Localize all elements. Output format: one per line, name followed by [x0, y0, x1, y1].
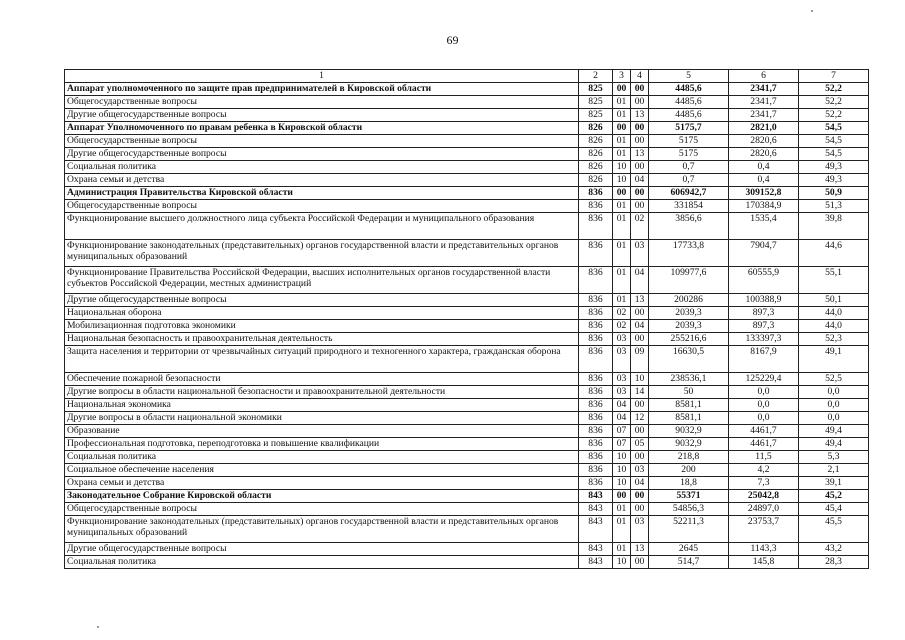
value-percent: 45,2 [799, 490, 869, 503]
table-row [65, 543, 869, 556]
value-plan: 606942,7 [649, 187, 729, 200]
table-row [65, 556, 869, 569]
row-name: Функционирование законодательных (представительных) органов государственной власти и представительных органов муниципальных образований [65, 240, 579, 267]
table-row [65, 412, 869, 425]
value-actual: 0,4 [729, 174, 799, 187]
value-plan: 16630,5 [649, 346, 729, 373]
value-percent: 52,2 [799, 109, 869, 122]
value-plan: 0,7 [649, 174, 729, 187]
code-admin: 825 [579, 109, 613, 122]
code-subsection: 04 [631, 174, 649, 187]
value-actual: 4,2 [729, 464, 799, 477]
table-row [65, 333, 869, 346]
table-row [65, 425, 869, 438]
code-section: 01 [613, 503, 631, 516]
row-name: Охрана семьи и детства [65, 477, 579, 490]
code-admin: 836 [579, 307, 613, 320]
table-row [65, 346, 869, 373]
value-actual: 2341,7 [729, 109, 799, 122]
row-name: Общегосударственные вопросы [65, 200, 579, 213]
code-subsection: 03 [631, 240, 649, 267]
value-percent: 49,4 [799, 438, 869, 451]
code-section: 04 [613, 412, 631, 425]
row-name: Общегосударственные вопросы [65, 135, 579, 148]
code-subsection: 00 [631, 307, 649, 320]
row-name: Другие общегосударственные вопросы [65, 109, 579, 122]
code-section: 01 [613, 213, 631, 240]
value-actual: 7904,7 [729, 240, 799, 267]
value-plan: 4485,6 [649, 109, 729, 122]
row-name: Социальная политика [65, 556, 579, 569]
code-section: 03 [613, 333, 631, 346]
code-admin: 826 [579, 161, 613, 174]
value-plan: 3856,6 [649, 213, 729, 240]
row-name: Обеспечение пожарной безопасности [65, 373, 579, 386]
code-section: 10 [613, 464, 631, 477]
row-name: Профессиональная подготовка, переподготовка и повышение квалификации [65, 438, 579, 451]
value-plan: 4485,6 [649, 83, 729, 96]
code-section: 01 [613, 516, 631, 543]
value-actual: 11,5 [729, 451, 799, 464]
table-row [65, 109, 869, 122]
code-admin: 843 [579, 490, 613, 503]
value-actual: 24897,0 [729, 503, 799, 516]
table-body [65, 70, 869, 569]
code-admin: 836 [579, 187, 613, 200]
table-row [65, 96, 869, 109]
code-admin: 836 [579, 320, 613, 333]
value-actual: 309152,8 [729, 187, 799, 200]
code-subsection: 00 [631, 503, 649, 516]
value-percent: 54,5 [799, 122, 869, 135]
row-name: Функционирование высшего должностного лица субъекта Российской Федерации и муниципального образования [65, 213, 579, 240]
code-subsection: 13 [631, 148, 649, 161]
value-plan: 52211,3 [649, 516, 729, 543]
code-admin: 826 [579, 135, 613, 148]
code-section: 10 [613, 556, 631, 569]
code-subsection: 03 [631, 516, 649, 543]
value-plan: 0,7 [649, 161, 729, 174]
code-subsection: 14 [631, 386, 649, 399]
row-name: Национальная безопасность и правоохранительная деятельность [65, 333, 579, 346]
value-actual: 1143,3 [729, 543, 799, 556]
code-subsection: 03 [631, 464, 649, 477]
value-actual: 145,8 [729, 556, 799, 569]
value-plan: 4485,6 [649, 96, 729, 109]
value-percent: 50,9 [799, 187, 869, 200]
value-plan: 9032,9 [649, 438, 729, 451]
value-actual: 7,3 [729, 477, 799, 490]
code-section: 01 [613, 135, 631, 148]
row-name: Социальная политика [65, 161, 579, 174]
row-name: Аппарат Уполномоченного по правам ребенка в Кировской области [65, 122, 579, 135]
table-header-row [65, 70, 869, 83]
value-actual: 0,0 [729, 412, 799, 425]
value-percent: 49,4 [799, 425, 869, 438]
code-admin: 826 [579, 122, 613, 135]
code-section: 04 [613, 399, 631, 412]
row-name: Функционирование законодательных (представительных) органов государственной власти и представительных органов муниципальных образований [65, 516, 579, 543]
column-header: 7 [799, 70, 869, 83]
code-admin: 825 [579, 83, 613, 96]
table-row [65, 187, 869, 200]
column-header: 5 [649, 70, 729, 83]
table-row [65, 490, 869, 503]
value-actual: 2820,6 [729, 135, 799, 148]
value-percent: 54,5 [799, 148, 869, 161]
value-plan: 331854 [649, 200, 729, 213]
column-header: 2 [579, 70, 613, 83]
code-admin: 836 [579, 464, 613, 477]
code-admin: 843 [579, 503, 613, 516]
budget-table [64, 69, 869, 569]
code-section: 00 [613, 83, 631, 96]
table-row [65, 503, 869, 516]
row-name: Национальная оборона [65, 307, 579, 320]
value-plan: 8581,1 [649, 412, 729, 425]
code-section: 01 [613, 200, 631, 213]
column-header: 1 [65, 70, 579, 83]
code-section: 00 [613, 187, 631, 200]
value-plan: 8581,1 [649, 399, 729, 412]
value-percent: 52,2 [799, 83, 869, 96]
row-name: Администрация Правительства Кировской области [65, 187, 579, 200]
value-percent: 44,0 [799, 320, 869, 333]
table-row [65, 161, 869, 174]
row-name: Другие общегосударственные вопросы [65, 148, 579, 161]
column-header: 6 [729, 70, 799, 83]
value-percent: 49,1 [799, 346, 869, 373]
value-actual: 2820,6 [729, 148, 799, 161]
value-actual: 897,3 [729, 307, 799, 320]
value-percent: 28,3 [799, 556, 869, 569]
code-section: 10 [613, 174, 631, 187]
table-row [65, 399, 869, 412]
value-percent: 49,3 [799, 174, 869, 187]
value-actual: 60555,9 [729, 267, 799, 294]
value-actual: 4461,7 [729, 425, 799, 438]
value-actual: 170384,9 [729, 200, 799, 213]
value-percent: 2,1 [799, 464, 869, 477]
row-name: Национальная экономика [65, 399, 579, 412]
code-subsection: 00 [631, 556, 649, 569]
code-subsection: 05 [631, 438, 649, 451]
value-percent: 50,1 [799, 294, 869, 307]
value-actual: 0,0 [729, 399, 799, 412]
code-section: 07 [613, 438, 631, 451]
value-percent: 52,5 [799, 373, 869, 386]
value-plan: 2039,3 [649, 320, 729, 333]
value-percent: 39,1 [799, 477, 869, 490]
code-section: 10 [613, 161, 631, 174]
code-subsection: 00 [631, 425, 649, 438]
code-subsection: 00 [631, 96, 649, 109]
code-subsection: 10 [631, 373, 649, 386]
value-plan: 17733,8 [649, 240, 729, 267]
code-section: 01 [613, 148, 631, 161]
table-row [65, 213, 869, 240]
code-section: 01 [613, 543, 631, 556]
value-plan: 255216,6 [649, 333, 729, 346]
table-row [65, 135, 869, 148]
code-subsection: 09 [631, 346, 649, 373]
value-plan: 200 [649, 464, 729, 477]
code-subsection: 00 [631, 451, 649, 464]
code-section: 00 [613, 490, 631, 503]
code-subsection: 04 [631, 267, 649, 294]
value-actual: 100388,9 [729, 294, 799, 307]
value-plan: 55371 [649, 490, 729, 503]
value-percent: 0,0 [799, 412, 869, 425]
code-section: 01 [613, 240, 631, 267]
value-percent: 52,3 [799, 333, 869, 346]
code-subsection: 00 [631, 83, 649, 96]
code-section: 01 [613, 294, 631, 307]
value-plan: 5175 [649, 135, 729, 148]
code-subsection: 00 [631, 161, 649, 174]
code-section: 01 [613, 109, 631, 122]
table-row [65, 386, 869, 399]
code-admin: 836 [579, 346, 613, 373]
row-name: Социальная политика [65, 451, 579, 464]
code-admin: 836 [579, 373, 613, 386]
code-section: 02 [613, 307, 631, 320]
value-plan: 218,8 [649, 451, 729, 464]
row-name: Другие вопросы в области национальной экономики [65, 412, 579, 425]
table-row [65, 122, 869, 135]
value-percent: 52,2 [799, 96, 869, 109]
code-admin: 836 [579, 477, 613, 490]
value-percent: 55,1 [799, 267, 869, 294]
value-actual: 0,0 [729, 386, 799, 399]
code-admin: 836 [579, 412, 613, 425]
code-admin: 836 [579, 200, 613, 213]
code-admin: 836 [579, 267, 613, 294]
value-plan: 200286 [649, 294, 729, 307]
value-actual: 25042,8 [729, 490, 799, 503]
code-admin: 836 [579, 399, 613, 412]
code-subsection: 00 [631, 490, 649, 503]
table-row [65, 451, 869, 464]
page-number: 69 [446, 33, 459, 47]
code-section: 10 [613, 477, 631, 490]
value-percent: 44,0 [799, 307, 869, 320]
value-actual: 8167,9 [729, 346, 799, 373]
table-row [65, 148, 869, 161]
value-plan: 50 [649, 386, 729, 399]
scan-speck [97, 626, 99, 628]
code-section: 01 [613, 267, 631, 294]
table-row [65, 294, 869, 307]
value-percent: 0,0 [799, 386, 869, 399]
column-header: 4 [631, 70, 649, 83]
code-section: 03 [613, 373, 631, 386]
code-section: 02 [613, 320, 631, 333]
value-percent: 44,6 [799, 240, 869, 267]
code-subsection: 02 [631, 213, 649, 240]
row-name: Законодательное Собрание Кировской области [65, 490, 579, 503]
value-plan: 9032,9 [649, 425, 729, 438]
code-section: 07 [613, 425, 631, 438]
code-admin: 836 [579, 438, 613, 451]
code-admin: 836 [579, 240, 613, 267]
row-name: Охрана семьи и детства [65, 174, 579, 187]
value-actual: 0,4 [729, 161, 799, 174]
row-name: Образование [65, 425, 579, 438]
row-name: Защита населения и территории от чрезвычайных ситуаций природного и техногенного характера, гражданская оборона [65, 346, 579, 373]
code-admin: 836 [579, 213, 613, 240]
code-admin: 826 [579, 174, 613, 187]
value-plan: 18,8 [649, 477, 729, 490]
code-subsection: 00 [631, 200, 649, 213]
code-subsection: 00 [631, 333, 649, 346]
value-plan: 54856,3 [649, 503, 729, 516]
code-section: 03 [613, 346, 631, 373]
row-name: Функционирование Правительства Российской Федерации, высших исполнительных органов государственной власти субъектов Российской Федерации, местных администраций [65, 267, 579, 294]
code-admin: 836 [579, 333, 613, 346]
column-header: 3 [613, 70, 631, 83]
code-section: 00 [613, 122, 631, 135]
table-row [65, 477, 869, 490]
value-percent: 39,8 [799, 213, 869, 240]
value-percent: 51,3 [799, 200, 869, 213]
value-actual: 897,3 [729, 320, 799, 333]
code-subsection: 04 [631, 477, 649, 490]
code-admin: 836 [579, 451, 613, 464]
code-subsection: 00 [631, 399, 649, 412]
value-plan: 5175 [649, 148, 729, 161]
value-actual: 133397,3 [729, 333, 799, 346]
table-row [65, 83, 869, 96]
value-plan: 109977,6 [649, 267, 729, 294]
table-row [65, 438, 869, 451]
value-percent: 5,3 [799, 451, 869, 464]
code-admin: 843 [579, 543, 613, 556]
value-actual: 125229,4 [729, 373, 799, 386]
value-actual: 2341,7 [729, 83, 799, 96]
value-actual: 1535,4 [729, 213, 799, 240]
code-admin: 843 [579, 556, 613, 569]
table-row [65, 464, 869, 477]
table-row [65, 320, 869, 333]
code-section: 03 [613, 386, 631, 399]
value-percent: 0,0 [799, 399, 869, 412]
code-subsection: 00 [631, 135, 649, 148]
value-percent: 43,2 [799, 543, 869, 556]
table-row [65, 200, 869, 213]
row-name: Другие вопросы в области национальной безопасности и правоохранительной деятельности [65, 386, 579, 399]
value-percent: 49,3 [799, 161, 869, 174]
value-percent: 45,4 [799, 503, 869, 516]
value-actual: 2341,7 [729, 96, 799, 109]
code-section: 10 [613, 451, 631, 464]
value-actual: 2821,0 [729, 122, 799, 135]
value-percent: 54,5 [799, 135, 869, 148]
code-admin: 836 [579, 425, 613, 438]
table-row [65, 516, 869, 543]
value-plan: 2039,3 [649, 307, 729, 320]
row-name: Мобилизационная подготовка экономики [65, 320, 579, 333]
value-actual: 23753,7 [729, 516, 799, 543]
value-percent: 45,5 [799, 516, 869, 543]
scan-speck [811, 10, 813, 12]
code-section: 01 [613, 96, 631, 109]
value-plan: 514,7 [649, 556, 729, 569]
code-admin: 836 [579, 386, 613, 399]
code-subsection: 13 [631, 294, 649, 307]
value-actual: 4461,7 [729, 438, 799, 451]
value-plan: 238536,1 [649, 373, 729, 386]
table-row [65, 267, 869, 294]
table-row [65, 174, 869, 187]
row-name: Общегосударственные вопросы [65, 503, 579, 516]
code-admin: 836 [579, 294, 613, 307]
table-row [65, 373, 869, 386]
code-subsection: 00 [631, 122, 649, 135]
code-subsection: 00 [631, 187, 649, 200]
value-plan: 5175,7 [649, 122, 729, 135]
row-name: Другие общегосударственные вопросы [65, 294, 579, 307]
code-admin: 825 [579, 96, 613, 109]
row-name: Аппарат уполномоченного по защите прав предпринимателей в Кировской области [65, 83, 579, 96]
value-plan: 2645 [649, 543, 729, 556]
row-name: Социальное обеспечение населения [65, 464, 579, 477]
code-subsection: 13 [631, 109, 649, 122]
code-admin: 826 [579, 148, 613, 161]
code-subsection: 13 [631, 543, 649, 556]
code-admin: 843 [579, 516, 613, 543]
table-row [65, 307, 869, 320]
row-name: Другие общегосударственные вопросы [65, 543, 579, 556]
code-subsection: 04 [631, 320, 649, 333]
code-subsection: 12 [631, 412, 649, 425]
row-name: Общегосударственные вопросы [65, 96, 579, 109]
table-row [65, 240, 869, 267]
